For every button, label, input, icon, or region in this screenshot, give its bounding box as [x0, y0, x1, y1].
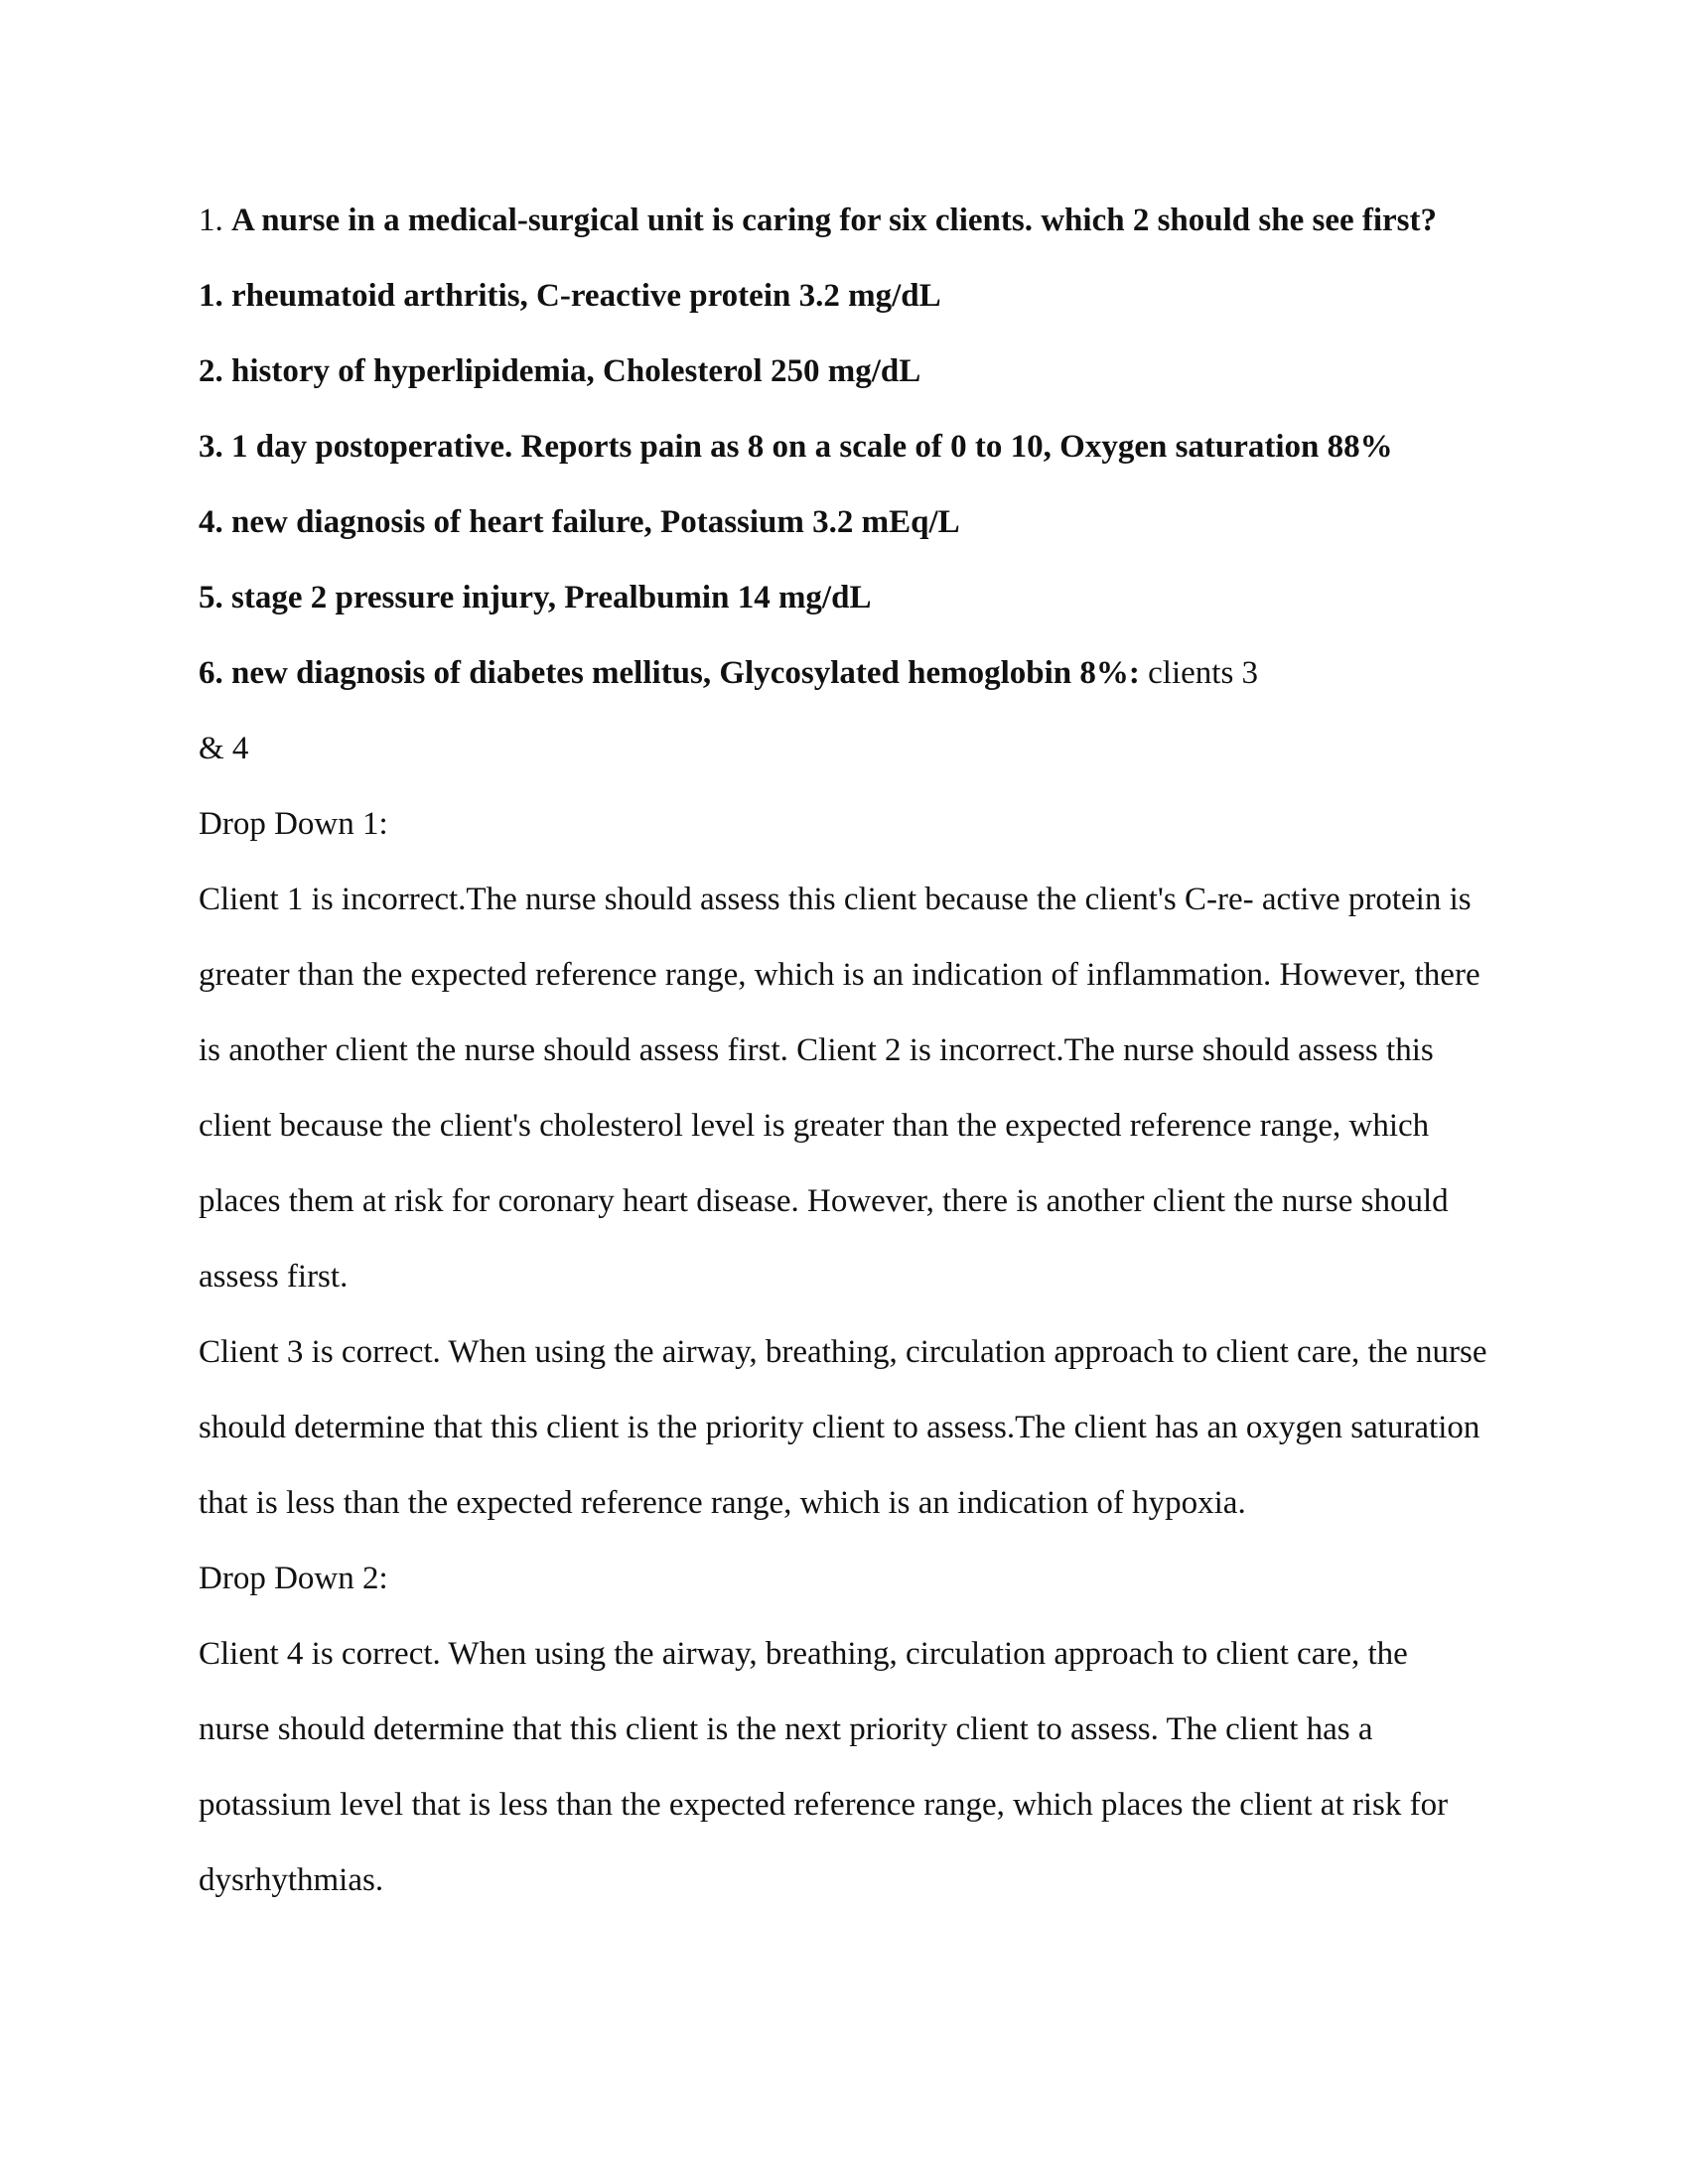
option-3: 3. 1 day postoperative. Reports pain as 8 on a scale of 0 to 10, Oxygen saturation 88% [199, 429, 1393, 465]
drop-down-1-p1-line-4: client because the client's cholesterol level is greater than the expected reference range, which [199, 1108, 1430, 1144]
drop-down-2-line-3: potassium level that is less than the expected reference range, which places the client at risk for [199, 1787, 1449, 1823]
answer-part-1: clients 3 [1148, 655, 1259, 691]
option-1: 1. rheumatoid arthritis, C-reactive protein 3.2 mg/dL [199, 278, 941, 314]
question-number: 1. [199, 203, 223, 238]
drop-down-1-p1-line-5: places them at risk for coronary heart disease. However, there is another client the nurse should [199, 1183, 1449, 1219]
option-5: 5. stage 2 pressure injury, Prealbumin 14 mg/dL [199, 580, 872, 615]
drop-down-2-line-4: dysrhythmias. [199, 1862, 384, 1898]
drop-down-2-heading: Drop Down 2: [199, 1561, 388, 1596]
option-6: 6. new diagnosis of diabetes mellitus, Glycosylated hemoglobin 8%: [199, 655, 1140, 691]
option-4: 4. new diagnosis of heart failure, Potassium 3.2 mEq/L [199, 504, 960, 540]
answer-part-2: & 4 [199, 731, 249, 766]
question-text: A nurse in a medical-surgical unit is caring for six clients. which 2 should she see first? [231, 203, 1438, 238]
option-2: 2. history of hyperlipidemia, Cholesterol 250 mg/dL [199, 353, 921, 389]
drop-down-1-p2-line-3: that is less than the expected reference range, which is an indication of hypoxia. [199, 1485, 1246, 1521]
drop-down-1-p1-line-1: Client 1 is incorrect.The nurse should assess this client because the client's C-re- active protein is [199, 882, 1472, 917]
drop-down-1-heading: Drop Down 1: [199, 806, 388, 842]
question-prompt [199, 201, 1437, 240]
drop-down-1-p2-line-2: should determine that this client is the priority client to assess.The client has an oxygen saturation [199, 1410, 1480, 1445]
drop-down-2-line-1: Client 4 is correct. When using the airway, breathing, circulation approach to client care, the [199, 1636, 1408, 1672]
option-6-line [199, 653, 1258, 693]
drop-down-1-p2-line-1: Client 3 is correct. When using the airway, breathing, circulation approach to client care, the nurse [199, 1334, 1487, 1370]
drop-down-1-p1-line-2: greater than the expected reference range, which is an indication of inflammation. However, there [199, 957, 1480, 993]
drop-down-2-line-2: nurse should determine that this client is the next priority client to assess. The client has a [199, 1711, 1373, 1747]
drop-down-1-p1-line-3: is another client the nurse should assess first. Client 2 is incorrect.The nurse should assess this [199, 1032, 1434, 1068]
drop-down-1-p1-line-6: assess first. [199, 1259, 349, 1295]
